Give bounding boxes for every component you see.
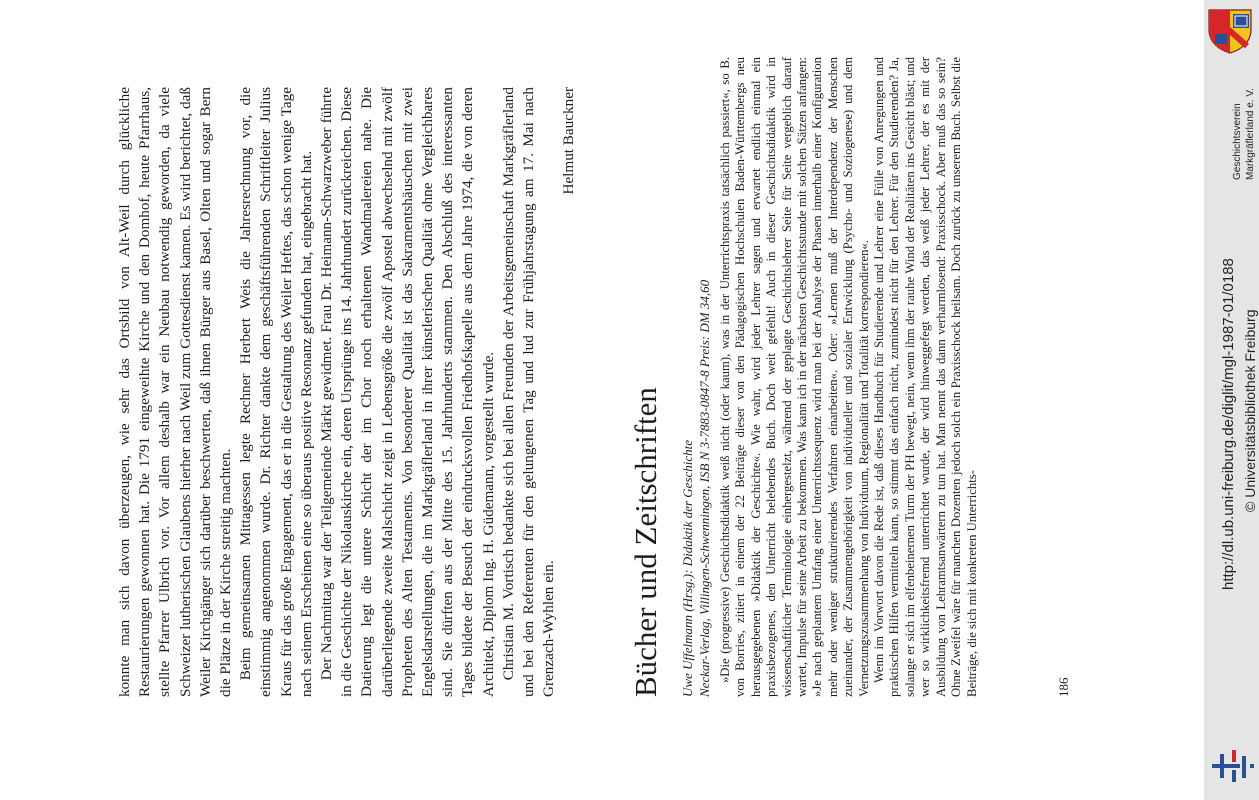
- society-name-line2: Markgräflerland e. V.: [1245, 88, 1256, 180]
- ub-freiburg-logo-icon: [1210, 748, 1256, 784]
- article-text: [115, 87, 580, 697]
- article-paragraph: Christian M. Vortisch bedankte sich bei allen Freunden der Arbeitsgemeinschaft Markgräflerland und bei den Referenten für den gelungenen Tag und lud zur Frühjahrstagung am 17. Mai nach Grenzach-Wyhlen ein.: [499, 87, 558, 697]
- review-paragraph: »Die (progressive) Geschichtsdidaktik weiß nicht (oder kaum), was in der Unterrichtspraxis tatsächlich passiert«, so B. von Borries, zitiert in einem der 22 Beiträge dieser von den Pädagogischen Hochschulen Baden-Württembergs neu herausgegebenen »Didaktik der Geschichte«. Wie wahr, wird jeder Lehrer sagen und erwartet endlich einmal ein praxisbezogenes, den Unterricht belebendes Buch. Doch weit gefehlt! Auch in dieser Geschichtsdidaktik wird in wissenschaftlicher Terminologie einhergestelzt, während der geplagte Geschichtslehrer Seite für Seite vergeblich darauf wartet, Impulse für seine Arbeit zu bekommen. Was kann ich in der nächsten Geschichtsstunde mit solchen Sätzen anfangen: »Je nach geplantem Umfang einer Unterrichtssequenz wird man bei der Analyse der Phasen innerhalb einer Konfiguration mehr oder weniger strukturierendes Verfahren einarbeiten«. Oder: »Lernen muß der Interdependenz der Menschen zueinander, der Zusammengehörigkeit von individueller und sozialer Entwicklung (Psycho- und Soziogenese) und dem Vernetzungszusammenhang von Individuum, Regionalität und Totalität korrespondieren«.: [718, 57, 871, 697]
- source-url-link[interactable]: http://dl.ub.uni-freiburg.de/diglit/mgl-1987-01/0188: [1220, 258, 1237, 590]
- society-logo: [1207, 8, 1253, 54]
- article-paragraph: Beim gemeinsamen Mittagessen legte Rechner Herbert Weis die Jahresrechnung vor, die einstimmig angenommen wurde. Dr. Richter dankte dem geschäftsführenden Schriftleiter Julius Kraus für das große Engagement, das er in die Gestaltung des Weiler Heftes, das schon wenige Tage nach seinem Erscheinen eine so überaus positive Resonanz gefunden hat, eingebracht hat.: [237, 87, 315, 697]
- review-text: [718, 57, 980, 697]
- book-title-line: Uwe Uffelmann (Hrsg.): Didaktik der Geschichte: [680, 439, 695, 697]
- page-number: 186: [1056, 677, 1071, 697]
- coat-of-arms-icon: [1207, 8, 1253, 54]
- book-reference: [680, 87, 713, 697]
- author-signature: Helmut Bauckner: [560, 87, 578, 195]
- review-paragraph: Wenn im Vorwort davon die Rede ist, daß dieses Handbuch für Studierende und Lehrer eine Fülle von Anregungen und praktischen Hilfen vermitteln kann, so stimmt das einfach nicht, zumindest nicht für den Lehrer. Für den Studierenden? Ja, solange er sich im elfenbeinernen Turm der PH bewegt, nein, wenn ihm der rauhe Wind der Realitäten ins Gesicht bläst; und wer so wirklichkeitsfremd unterrichtet wurde, der wird hinweggefegt werden, das weiß jeder Lehrer, der es mit der Ausbildung von Lehramtsanwärtern zu tun hat. Man nennt das dann verharmlosend: Praxisschock. Aber muß das so sein? Ohne Zweifel wäre für manchen Dozenten jedoch solch ein Praxisschock heilsam. Doch zurück zu unserem Buch. Selbst die Beiträge, die sich mit konkreten Unterrichts-: [872, 57, 979, 697]
- article-paragraph: Der Nachmittag war der Teilgemeinde Märkt gewidmet. Frau Dr. Heimann-Schwarzweber führte in die Geschichte der Nikolauskirche ein, deren Ursprünge ins 14. Jahrhundert zurückreichen. Diese Datierung legt die untere Schicht der im Chor noch erhaltenen Wandmalereien nahe. Die darüberliegende zweite Malschicht zeigt in Lebensgröße die zwölf Apostel abwechselnd mit zwölf Propheten des Alten Testaments. Von besonderer Qualität ist das Sakramentshäuschen mit zwei Engelsdarstellungen, die im Markgräflerland in ihrer künstlerischen Qualität ohne Vergleichbares sind. Sie dürften aus der Mitte des 15. Jahrhunderts stammen. Den Abschluß des interessanten Tages bildete der Besuch der eindrucksvollen Friedhofskapelle aus dem Jahre 1974, die von deren Architekt, Diplom Ing. H. Güdemann, vorgestellt wurde.: [318, 87, 497, 697]
- society-name-line1: Geschichtsverein: [1232, 103, 1243, 180]
- book-publisher-line: Neckar-Verlag, Villingen-Schwenningen, ISB N 3-7883-0847-8 Preis: DM 34,60: [696, 279, 712, 697]
- library-logo: [1210, 748, 1256, 784]
- article-paragraph: konnte man sich davon überzeugen, wie sehr das Ortsbild von Alt-Weil durch glückliche Restaurierungen gewonnen hat. Die 1791 eingeweihte Kirche und den Domhof, heute Pfarrhaus, stellte Pfarrer Ulbrich vor. Vor allem deshalb war ein Neubau notwendig geworden, da viele Schweizer lutherischen Glaubens hierher nach Weil zum Gottesdienst kamen. Es wird berichtet, daß Weiler Kirchgänger sich darüber beschwerten, daß ihnen Bürger aus Basel, Olten und sogar Bern die Plätze in der Kirche streitig machten.: [116, 87, 235, 697]
- section-heading: Bücher und Zeitschriften: [628, 387, 663, 697]
- copyright-notice: © Universitätsbibliothek Freiburg: [1242, 309, 1258, 512]
